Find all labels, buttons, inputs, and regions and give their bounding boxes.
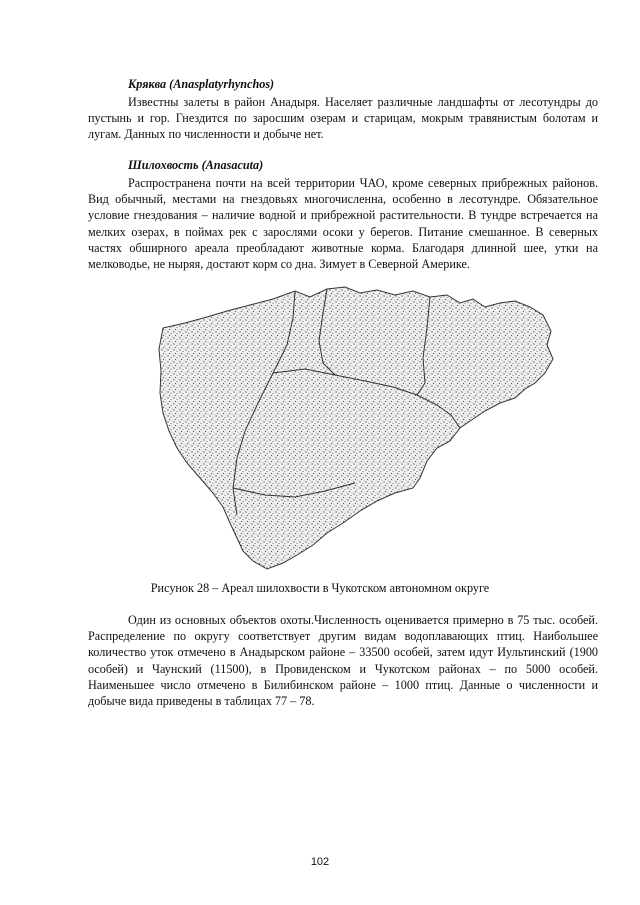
- page-number: 102: [310, 856, 330, 868]
- paragraph-mallard: [88, 94, 598, 143]
- figure-caption: Рисунок 28 – Ареал шилохвости в Чукотском автономном округе: [150, 581, 490, 595]
- paragraph-pintail-text: Распространена почти на всей территории ЧАО, кроме северных прибрежных районов. Вид обычный, местами на гнездовьях многочисленна, особенно в лесотундре. Обязательное условие гнездования – наличие водной и прибрежной растительности. В тундре встречается на мелких озерах, в поймах рек с зарослями осоки у берегов. Питание смешанное. В северных частях обширного ареала преобладают животные корма. Благодаря длинной шее, утки на мелководье, не ныряя, достают корм со дна. Зимует в Северной Америке.: [88, 176, 598, 272]
- okrug-outline: [159, 287, 553, 569]
- range-map: [155, 283, 555, 575]
- paragraph-abundance: [88, 612, 598, 709]
- paragraph-abundance-text: Один из основных объектов охоты.Численность оценивается примерно в 75 тыс. особей. Распределение по округу соответствует другим видам водоплавающих птиц. Наибольшее количество уток отмечено в Анадырском районе – 33500 особей, затем идут Иультинский (1900 особей) и Чаунский (11500), в Провиденском и Чукотском районах – по 5000 особей. Наименьшее число отмечено в Билибинском районе – 1000 птиц. Данные о численности и добыче вида приведены в таблицах 77 – 78.: [88, 613, 598, 709]
- paragraph-pintail: [88, 175, 598, 272]
- paragraph-mallard-text: Известны залеты в район Анадыря. Населяет различные ландшафты от лесотундры до пустынь и гор. Гнездится по заросшим озерам и старицам, мокрым травянистым болотам и лугам. Данных по численности и добыче нет.: [88, 95, 598, 142]
- heading-pintail: Шилохвость (Anasacuta): [128, 158, 264, 172]
- heading-mallard: Кряква (Anasplatyrhynchos): [128, 77, 275, 91]
